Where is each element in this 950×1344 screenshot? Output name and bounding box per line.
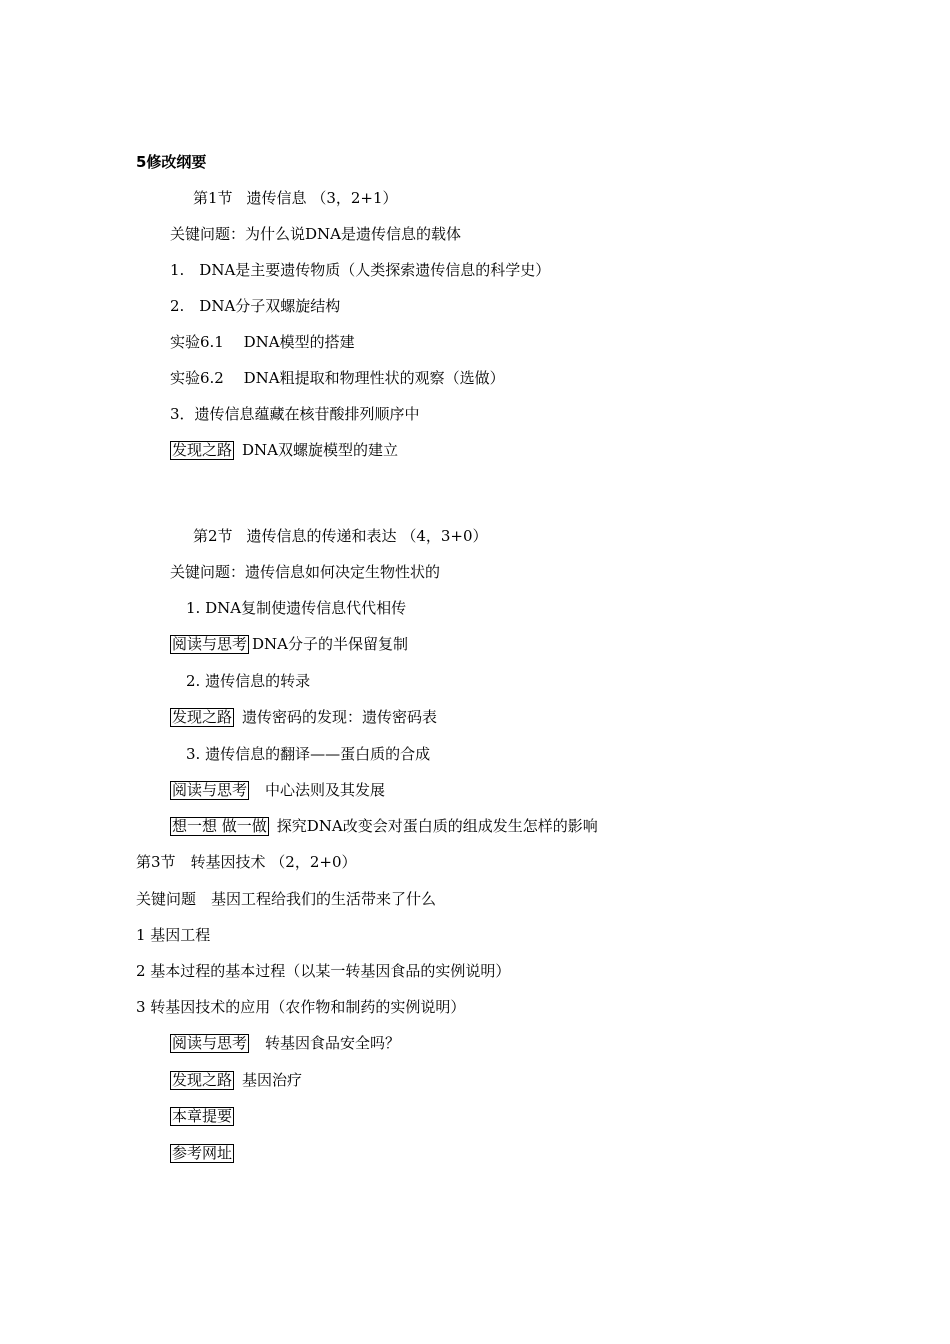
section2-box-line [170, 634, 408, 654]
section1-item: 实验6.2 DNA粗提取和物理性状的观察（选做） [170, 369, 505, 387]
box-text: 中心法则及其发展 [265, 781, 386, 799]
boxed-label: 发现之路 [172, 441, 233, 459]
page-heading: 5修改纲要 [136, 153, 207, 171]
box-text: DNA双螺旋模型的建立 [242, 441, 399, 459]
section1-number: 第1节 [193, 189, 233, 207]
section3-box-line [170, 1106, 242, 1126]
box-text: 遗传密码的发现：遗传密码表 [242, 708, 438, 726]
section3-item: 1 基因工程 [136, 926, 211, 944]
box-text: DNA分子的半保留复制 [252, 635, 409, 653]
boxed-label: 发现之路 [172, 708, 233, 726]
section3-key-question: 关键问题 基因工程给我们的生活带来了什么 [136, 890, 437, 908]
section1-item: 3．遗传信息蕴藏在核苷酸排列顺序中 [170, 405, 420, 423]
section1-name: 遗传信息 （3，2+1） [246, 189, 398, 207]
section1-item: 1. DNA是主要遗传物质（人类探索遗传信息的科学史） [170, 261, 551, 279]
section2-item: 3. 遗传信息的翻译——蛋白质的合成 [186, 745, 431, 763]
section2-number: 第2节 [193, 527, 233, 545]
box-text: 基因治疗 [242, 1071, 303, 1089]
section2-name: 遗传信息的传递和表达 （4，3+0） [246, 527, 488, 545]
section3-item: 2 基本过程的基本过程（以某一转基因食品的实例说明） [136, 962, 511, 980]
section3-title: 第3节 转基因技术 （2，2+0） [136, 853, 357, 871]
boxed-label: 阅读与思考 [172, 635, 248, 653]
section2-item: 2. 遗传信息的转录 [186, 672, 311, 690]
boxed-label: 参考网址 [172, 1144, 233, 1162]
box-text: 探究DNA改变会对蛋白质的组成发生怎样的影响 [276, 817, 598, 835]
section3-box-line [170, 1033, 400, 1053]
section1-title [193, 188, 398, 208]
section2-box-line [170, 816, 598, 836]
section3-box-line [170, 1070, 302, 1090]
boxed-label: 阅读与思考 [172, 781, 248, 799]
section2-box-line [170, 780, 385, 800]
section2-box-line [170, 707, 437, 727]
section2-title [193, 526, 488, 546]
boxed-label: 本章提要 [172, 1107, 233, 1125]
boxed-label: 发现之路 [172, 1071, 233, 1089]
section3-box-line [170, 1143, 242, 1163]
section3-item: 3 转基因技术的应用（农作物和制药的实例说明） [136, 998, 466, 1016]
section1-item: 实验6.1 DNA模型的搭建 [170, 333, 355, 351]
box-text: 转基因食品安全吗？ [265, 1034, 401, 1052]
section2-key-question: 关键问题：遗传信息如何决定生物性状的 [170, 563, 441, 581]
section2-item: 1. DNA复制使遗传信息代代相传 [186, 599, 407, 617]
section1-key-question: 关键问题：为什么说DNA是遗传信息的载体 [170, 225, 461, 243]
boxed-label: 阅读与思考 [172, 1034, 248, 1052]
section1-item: 2. DNA分子双螺旋结构 [170, 297, 341, 315]
section1-box-line [170, 440, 398, 460]
boxed-label: 想一想 做一做 [172, 817, 267, 835]
